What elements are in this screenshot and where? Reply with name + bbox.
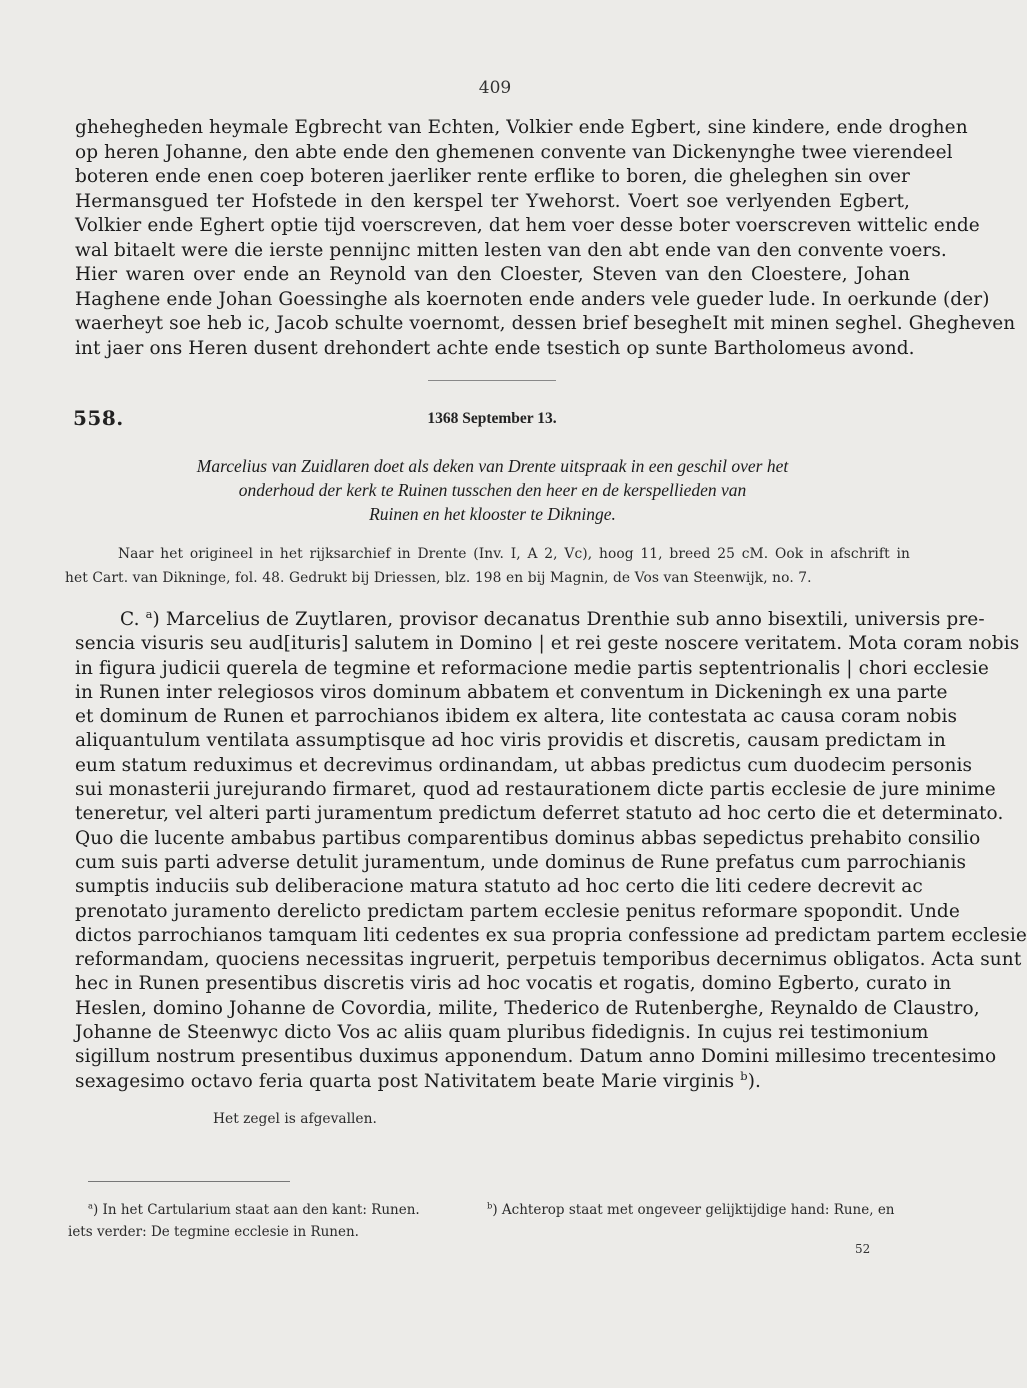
page-number: 409 <box>478 78 512 98</box>
preceding-charter-text <box>75 116 1016 361</box>
text-line: sigillum nostrum presentibus duximus apponendum. Datum anno Domini millesimo trecentesimo <box>75 1046 997 1068</box>
source-line: het Cart. van Dikninge, fol. 48. Gedrukt bij Driessen, blz. 198 en bij Magnin, de Vos van Steenwijk, no. 7. <box>65 570 812 586</box>
body-first-text: ) Marcelius de Zuytlaren, provisor decanatus Drenthie sub anno bisextili, universis pre- <box>152 609 985 630</box>
text-line: teneretur, vel alteri parti juramentum predictum deferret statuto ad hoc certo die et determinato. <box>75 803 1004 825</box>
footnote-row <box>68 1199 908 1221</box>
charter-regest <box>100 454 885 526</box>
footnote-a <box>88 1199 420 1221</box>
text-line: Hermansgued ter Hofstede in den kerspel ter Ywehorst. Voert soe verlyenden Egbert, <box>75 190 910 212</box>
body-last-text: sexagesimo octavo feria quarta post Nativitatem beate Marie virginis <box>75 1070 741 1092</box>
section-divider <box>428 380 556 381</box>
footnote-b-continuation: iets verder: De tegmine ecclesie in Runen. <box>68 1224 359 1240</box>
source-note <box>65 542 910 590</box>
text-line: sumptis induciis sub deliberacione matura statuto ad hoc certo die liti cedere decrevit ac <box>75 876 923 898</box>
footnote-a-marker: a <box>88 1200 93 1211</box>
text-line: dictos parrochianos tamquam liti cedentes ex sua propria confessione ad predictam partem ecclesie <box>75 924 1027 946</box>
regest-line: onderhoud der kerk te Ruinen tusschen den heer en de kerspellieden van <box>238 480 747 500</box>
text-line: cum suis parti adverse detulit juramentum, unde dominus de Rune prefatus cum parrochianis <box>75 851 967 873</box>
text-line <box>75 606 985 632</box>
text-line: prenotato juramento derelicto predictam partem ecclesie penitus reformare spopondit. Unde <box>75 900 960 922</box>
footnote-b <box>487 1199 895 1221</box>
text-line <box>75 1070 910 1094</box>
footnote-row <box>68 1221 908 1243</box>
body-last-end: ). <box>747 1070 762 1092</box>
body-prefix: C. <box>120 609 146 630</box>
footnote-a-text: ) In het Cartularium staat aan den kant: Runen. <box>92 1202 420 1218</box>
text-line: Johanne de Steenwyc dicto Vos ac aliis quam pluribus fidedignis. In cujus rei testimonium <box>75 1022 929 1044</box>
footnote-marker-a: a <box>145 606 153 621</box>
charter-number: 558. <box>73 406 124 430</box>
text-line: Volkier ende Eghert optie tijd voerscreven, dat hem voer desse boter voerscreven wittelic ende <box>75 215 980 236</box>
text-line: in figura judicii querela de tegmine et reformacione medie partis septentrionalis | chori ecclesie <box>75 657 989 679</box>
text-line: Haghene ende Johan Goessinghe als koernoten ende anders vele gueder lude. In oerkunde (der) <box>75 288 990 310</box>
regest-line: Marcelius van Zuidlaren doet als deken van Drente uitspraak in een geschil over het <box>196 456 789 476</box>
charter-date: 1368 September 13. <box>427 410 557 427</box>
text-line: in Runen inter relegiosos viros dominum abbatem et conventum in Dickeningh ex una parte <box>75 681 948 703</box>
text-line: hec in Runen presentibus discretis viris ad hoc vocatis et rogatis, domino Egberto, curato in <box>75 973 952 995</box>
text-line: Heslen, domino Johanne de Covordia, milite, Thederico de Rutenberghe, Reynaldo de Claustro, <box>75 997 980 1019</box>
text-line: sui monasterii jurejurando firmaret, quod ad restaurationem dicte partis ecclesie de jure minime <box>75 779 996 801</box>
text-line: int jaer ons Heren dusent drehondert achte ende tsestich op sunte Bartholomeus avond. <box>75 337 915 359</box>
footnote-b-marker: b <box>487 1200 493 1211</box>
text-line: sencia visuris seu aud[ituris] salutem in Domino | et rei geste noscere veritatem. Mota coram nobis <box>75 633 1020 655</box>
seal-note: Het zegel is afgevallen. <box>213 1111 377 1127</box>
text-line: boteren ende enen coep boteren jaerliker rente erflike to boren, die gheleghen sin over <box>75 166 910 187</box>
charter-body <box>75 606 1027 1094</box>
text-line: op heren Johanne, den abte ende den ghemenen convente van Dickenynghe twee vierendeel <box>75 141 953 163</box>
text-line: Quo die lucente ambabus partibus comparentibus dominus abbas sepedictus prehabito consilio <box>75 827 981 849</box>
text-line: wal bitaelt were die ierste pennijnc mitten lesten van den abt ende van den convente voers. <box>75 239 947 261</box>
text-line: eum statum reduximus et decrevimus ordinandam, ut abbas predictus cum duodecim personis <box>75 754 973 776</box>
sheet-signature: 52 <box>855 1242 871 1256</box>
source-line: Naar het origineel in het rijksarchief in Drente (Inv. I, A 2, Vc), hoog 11, breed 25 cM. Ook in afschrift in <box>118 546 910 562</box>
text-line: Hier waren over ende an Reynold van den Cloester, Steven van den Cloestere, Johan <box>75 264 910 285</box>
text-line: ghehegheden heymale Egbrecht van Echten, Volkier ende Egbert, sine kindere, ende droghen <box>75 117 968 138</box>
footnotes <box>68 1199 908 1243</box>
footnote-marker-b: b <box>740 1068 748 1083</box>
footnote-b-text: ) Achterop staat met ongeveer gelijktijdige hand: Rune, en <box>492 1202 895 1218</box>
text-line: aliquantulum ventilata assumptisque ad hoc viris providis et discretis, causam predictam in <box>75 730 946 752</box>
footnote-rule <box>88 1181 290 1182</box>
text-line: reformandam, quociens necessitas ingruerit, perpetuis temporibus decernimus obligatos. Acta sunt <box>75 949 1022 971</box>
text-line: waerheyt soe heb ic, Jacob schulte voernomt, dessen brief besegheIt mit minen seghel. Ghegheven <box>75 313 1016 334</box>
text-line: et dominum de Runen et parrochianos ibidem ex altera, lite contestata ac causa coram nobis <box>75 706 958 728</box>
regest-line: Ruinen en het klooster te Dikninge. <box>369 504 616 524</box>
